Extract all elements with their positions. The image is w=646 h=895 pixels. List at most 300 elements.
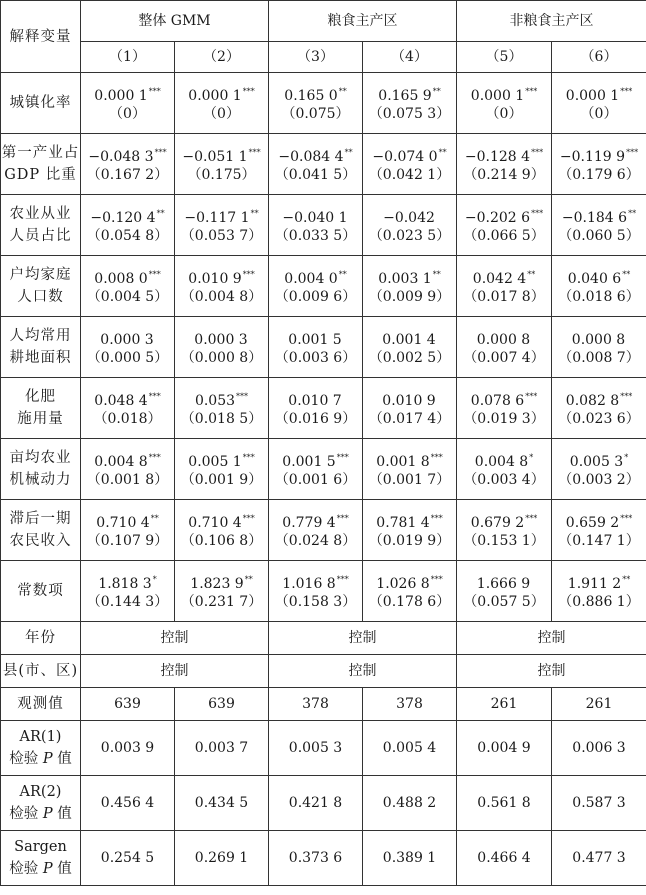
std-error-value: （0.041 5） — [274, 167, 357, 183]
row-label-line: 城镇化率 — [9, 95, 72, 111]
test-pvalue-label — [1, 803, 80, 825]
coef-line — [363, 141, 456, 164]
row-label-line: 常数项 — [17, 583, 64, 599]
coef-line — [552, 202, 646, 225]
std-error-value: （0.004 5） — [86, 289, 169, 305]
significance-stars: ** — [150, 514, 159, 523]
coef-value: 0.005 1 — [188, 454, 242, 470]
coef-line — [81, 141, 174, 164]
row-label-line: 农民收入 — [9, 533, 72, 549]
coef-value: 1.666 9 — [476, 576, 531, 592]
coef-line — [175, 385, 268, 408]
estimate-cell — [81, 561, 175, 622]
significance-stars: *** — [148, 453, 161, 462]
coef-line — [552, 385, 646, 408]
coef-row — [1, 500, 646, 561]
coef-value: 0.000 1 — [565, 88, 620, 104]
coef-value: 0.003 1 — [378, 271, 432, 287]
std-error-value: （0.017 4） — [368, 411, 451, 427]
std-error-value: （0.066 5） — [463, 228, 545, 244]
estimate-cell — [552, 561, 646, 622]
coef-value: −0.042 — [383, 210, 435, 226]
significance-stars: *** — [336, 453, 349, 462]
coef-value: −0.120 4 — [90, 210, 156, 226]
significance-stars: ** — [344, 148, 353, 157]
estimate-cell — [81, 439, 175, 500]
coef-value: 0.001 5 — [288, 332, 342, 348]
std-error-value: （0.179 6） — [558, 167, 640, 183]
significance-stars: *** — [430, 575, 443, 584]
coef-value: 0.000 1 — [188, 88, 242, 104]
std-error-value: （0.003 4） — [463, 472, 545, 488]
std-error-value: （0.001 9） — [180, 472, 263, 488]
coef-value: −0.040 1 — [282, 210, 348, 226]
estimate-cell — [175, 561, 269, 622]
coef-line — [269, 568, 362, 591]
coef-row — [1, 317, 646, 378]
coef-value: 0.010 7 — [288, 393, 342, 409]
estimate-cell — [269, 195, 363, 256]
std-error-value: （0.003 6） — [274, 350, 357, 366]
significance-stars: *** — [148, 87, 161, 96]
estimate-cell — [81, 73, 175, 134]
coef-value: 0.710 4 — [96, 515, 150, 531]
test-value: 0.254 5 — [81, 831, 175, 886]
significance-stars: *** — [236, 392, 249, 401]
estimate-cell — [363, 195, 457, 256]
test-label — [1, 721, 81, 776]
row-label — [1, 439, 81, 500]
coef-value: 0.710 4 — [188, 515, 242, 531]
significance-stars: *** — [626, 148, 639, 157]
row-label — [1, 500, 81, 561]
obs-value: 378 — [269, 688, 363, 721]
coef-value: 0.001 5 — [282, 454, 336, 470]
std-error-value: （0.024 8） — [274, 533, 357, 549]
test-value: 0.003 9 — [81, 721, 175, 776]
estimate-cell — [457, 73, 552, 134]
estimate-cell — [363, 73, 457, 134]
test-pvalue-label — [1, 748, 80, 770]
std-error-value: （0.107 9） — [86, 533, 169, 549]
header-row-groups — [1, 1, 646, 42]
std-error-value: （0.002 5） — [368, 350, 451, 366]
row-label — [1, 378, 81, 439]
test-value: 0.005 3 — [269, 721, 363, 776]
estimate-cell — [363, 378, 457, 439]
significance-stars: *** — [525, 392, 538, 401]
std-error-value: （0.886 1） — [558, 594, 640, 610]
row-label-line: 滞后一期 — [9, 511, 72, 527]
test-value: 0.587 3 — [552, 776, 646, 831]
obs-value: 639 — [175, 688, 269, 721]
test-name: AR(1) — [19, 729, 62, 745]
std-error-value: （0.007 4） — [463, 350, 545, 366]
std-error-value: （0.042 1） — [368, 167, 451, 183]
test-row — [1, 831, 646, 886]
test-name: Sargen — [14, 839, 67, 855]
estimate-cell — [175, 439, 269, 500]
test-pvalue-label — [1, 858, 80, 880]
coef-line — [269, 80, 362, 103]
estimate-cell — [552, 500, 646, 561]
coef-line — [552, 80, 646, 103]
coef-line — [552, 263, 646, 286]
coef-value: 0.053 — [194, 393, 236, 409]
significance-stars: *** — [525, 87, 538, 96]
significance-stars: *** — [154, 148, 167, 157]
header-var-label: 解释变量 — [1, 1, 81, 73]
estimate-cell — [175, 134, 269, 195]
coef-line — [269, 141, 362, 164]
row-label — [1, 73, 81, 134]
significance-stars: ** — [622, 270, 631, 279]
test-pvalue-prefix: 检验 — [9, 751, 43, 767]
control-value: 控制 — [269, 622, 457, 655]
estimate-cell — [269, 439, 363, 500]
coef-value: −0.117 1 — [184, 210, 250, 226]
coef-row — [1, 134, 646, 195]
row-label-line: 人均常用 — [9, 328, 72, 344]
coef-value: 0.048 4 — [94, 393, 148, 409]
estimate-cell — [457, 134, 552, 195]
test-value: 0.466 4 — [457, 831, 552, 886]
estimate-cell — [363, 561, 457, 622]
std-error-value: （0.009 9） — [368, 289, 451, 305]
estimate-cell — [552, 73, 646, 134]
significance-stars: *** — [242, 87, 255, 96]
coef-value: 1.016 8 — [282, 576, 336, 592]
significance-stars: *** — [620, 87, 633, 96]
coef-value: 0.781 4 — [376, 515, 430, 531]
estimate-cell — [457, 256, 552, 317]
coef-line — [363, 80, 456, 103]
estimate-cell — [457, 317, 552, 378]
control-row — [1, 622, 646, 655]
significance-stars: ** — [432, 270, 441, 279]
coef-value: 0.082 8 — [565, 393, 620, 409]
col-header-3: （3） — [269, 42, 363, 73]
std-error-value: （0.018 5） — [180, 411, 263, 427]
estimate-cell — [552, 317, 646, 378]
row-label — [1, 561, 81, 622]
significance-stars: * — [529, 453, 534, 462]
test-pvalue-suffix: 值 — [52, 861, 72, 877]
coef-value: −0.074 0 — [372, 149, 438, 165]
row-label-line: GDP 比重 — [4, 167, 77, 183]
estimate-cell — [175, 317, 269, 378]
obs-value: 261 — [552, 688, 646, 721]
obs-value: 378 — [363, 688, 457, 721]
header-group-grain-main: 粮食主产区 — [269, 1, 457, 42]
test-value: 0.477 3 — [552, 831, 646, 886]
coef-value: −0.051 1 — [182, 149, 248, 165]
coef-value: 0.165 0 — [284, 88, 338, 104]
coef-line — [552, 507, 646, 530]
coef-line — [269, 385, 362, 408]
std-error-value: （0.008 7） — [558, 350, 640, 366]
std-error-value: （0.057 5） — [463, 594, 545, 610]
coef-value: −0.084 4 — [278, 149, 344, 165]
coef-line — [81, 324, 174, 347]
control-label: 年份 — [1, 622, 81, 655]
test-pvalue-p: P — [42, 806, 53, 822]
coef-line — [81, 446, 174, 469]
std-error-value: （0） — [109, 106, 146, 122]
test-value: 0.456 4 — [81, 776, 175, 831]
control-value: 控制 — [269, 655, 457, 688]
std-error-value: （0.231 7） — [180, 594, 263, 610]
coef-value: 0.001 8 — [376, 454, 430, 470]
significance-stars: ** — [628, 209, 637, 218]
test-value: 0.421 8 — [269, 776, 363, 831]
coef-line — [457, 568, 551, 591]
coef-line — [363, 202, 456, 225]
std-error-value: （0.153 1） — [463, 533, 545, 549]
significance-stars: ** — [438, 148, 447, 157]
test-pvalue-suffix: 值 — [52, 806, 72, 822]
significance-stars: *** — [620, 392, 633, 401]
test-value: 0.004 9 — [457, 721, 552, 776]
coef-line — [457, 385, 551, 408]
estimate-cell — [175, 500, 269, 561]
coef-line — [175, 568, 268, 591]
std-error-value: （0.060 5） — [558, 228, 640, 244]
coef-line — [457, 446, 551, 469]
row-label-line: 亩均农业 — [9, 450, 72, 466]
col-header-1: （1） — [81, 42, 175, 73]
std-error-value: （0） — [580, 106, 618, 122]
significance-stars: ** — [527, 270, 536, 279]
estimate-cell — [363, 500, 457, 561]
test-pvalue-prefix: 检验 — [9, 861, 43, 877]
row-label-line: 户均家庭 — [9, 267, 72, 283]
estimate-cell — [457, 195, 552, 256]
std-error-value: （0） — [203, 106, 240, 122]
test-value: 0.561 8 — [457, 776, 552, 831]
significance-stars: ** — [432, 87, 441, 96]
coef-line — [363, 385, 456, 408]
estimate-cell — [269, 500, 363, 561]
significance-stars: *** — [531, 209, 544, 218]
coef-line — [269, 446, 362, 469]
test-value: 0.006 3 — [552, 721, 646, 776]
coef-value: 0.165 9 — [378, 88, 432, 104]
coef-value: 0.000 3 — [194, 332, 248, 348]
std-error-value: （0.000 5） — [86, 350, 169, 366]
coef-value: −0.202 6 — [464, 210, 531, 226]
coef-value: 1.911 2 — [567, 576, 622, 592]
std-error-value: （0.016 9） — [274, 411, 357, 427]
coef-value: 0.001 4 — [382, 332, 436, 348]
estimate-cell — [175, 256, 269, 317]
row-label — [1, 134, 81, 195]
estimate-cell — [363, 317, 457, 378]
coef-line — [81, 507, 174, 530]
coef-value: 0.000 8 — [476, 332, 531, 348]
estimate-cell — [269, 73, 363, 134]
coef-value: 0.679 2 — [470, 515, 525, 531]
coef-value: −0.048 3 — [88, 149, 154, 165]
control-value: 控制 — [457, 622, 646, 655]
std-error-value: （0.178 6） — [368, 594, 451, 610]
std-error-value: （0.001 7） — [368, 472, 451, 488]
significance-stars: *** — [620, 514, 633, 523]
test-pvalue-suffix: 值 — [52, 751, 72, 767]
std-error-value: （0.023 6） — [558, 411, 640, 427]
row-label-line: 化肥 — [25, 389, 56, 405]
significance-stars: *** — [242, 270, 255, 279]
coef-line — [457, 507, 551, 530]
significance-stars: ** — [338, 87, 347, 96]
coef-value: 0.659 2 — [565, 515, 620, 531]
std-error-value: （0.175） — [187, 167, 256, 183]
significance-stars: *** — [248, 148, 261, 157]
estimate-cell — [269, 561, 363, 622]
significance-stars: *** — [336, 575, 349, 584]
estimate-cell — [552, 134, 646, 195]
coef-line — [457, 141, 551, 164]
col-header-5: （5） — [457, 42, 552, 73]
coef-value: 0.004 8 — [474, 454, 529, 470]
coef-line — [175, 141, 268, 164]
std-error-value: （0.144 3） — [86, 594, 169, 610]
estimate-cell — [457, 561, 552, 622]
coef-value: 0.000 1 — [470, 88, 525, 104]
row-label-line: 农业从业 — [9, 206, 72, 222]
estimate-cell — [269, 317, 363, 378]
row-label-line: 耕地面积 — [9, 350, 72, 366]
significance-stars: *** — [336, 514, 349, 523]
significance-stars: ** — [156, 209, 165, 218]
significance-stars: ** — [250, 209, 259, 218]
coef-line — [81, 202, 174, 225]
std-error-value: （0.018 6） — [558, 289, 640, 305]
coef-value: −0.119 9 — [559, 149, 626, 165]
test-name: AR(2) — [19, 784, 62, 800]
row-label — [1, 317, 81, 378]
coef-value: 1.823 9 — [190, 576, 244, 592]
coef-line — [81, 385, 174, 408]
significance-stars: * — [152, 575, 157, 584]
estimate-cell — [81, 195, 175, 256]
coef-value: 0.004 8 — [94, 454, 148, 470]
estimate-cell — [363, 439, 457, 500]
coef-value: 0.040 6 — [567, 271, 622, 287]
estimate-cell — [552, 195, 646, 256]
estimate-cell — [81, 378, 175, 439]
coef-value: 0.000 1 — [94, 88, 148, 104]
coef-value: −0.128 4 — [464, 149, 531, 165]
test-value: 0.003 7 — [175, 721, 269, 776]
coef-line — [363, 446, 456, 469]
coef-value: 0.010 9 — [382, 393, 436, 409]
coef-line — [552, 568, 646, 591]
estimate-cell — [81, 256, 175, 317]
estimate-cell — [81, 317, 175, 378]
significance-stars: *** — [148, 392, 161, 401]
coef-line — [457, 80, 551, 103]
header-group-overall: 整体 GMM — [81, 1, 269, 42]
estimate-cell — [457, 439, 552, 500]
estimate-cell — [363, 256, 457, 317]
control-value: 控制 — [81, 622, 269, 655]
std-error-value: （0.000 8） — [180, 350, 263, 366]
test-label — [1, 831, 81, 886]
std-error-value: （0.001 6） — [274, 472, 357, 488]
coef-value: 1.026 8 — [376, 576, 430, 592]
coef-line — [363, 263, 456, 286]
test-value: 0.269 1 — [175, 831, 269, 886]
row-label-line: 第一产业占 — [1, 145, 80, 161]
std-error-value: （0.033 5） — [274, 228, 357, 244]
header-row-cols — [1, 42, 646, 73]
coef-line — [269, 202, 362, 225]
estimate-cell — [175, 195, 269, 256]
coef-line — [457, 263, 551, 286]
control-value: 控制 — [457, 655, 646, 688]
significance-stars: * — [624, 453, 629, 462]
col-header-6: （6） — [552, 42, 646, 73]
row-label — [1, 256, 81, 317]
coef-line — [81, 80, 174, 103]
estimate-cell — [457, 378, 552, 439]
std-error-value: （0.019 9） — [368, 533, 451, 549]
coef-value: 0.779 4 — [282, 515, 336, 531]
coef-row — [1, 378, 646, 439]
test-value: 0.488 2 — [363, 776, 457, 831]
std-error-value: （0.106 8） — [180, 533, 263, 549]
coef-row — [1, 73, 646, 134]
significance-stars: *** — [148, 270, 161, 279]
estimate-cell — [552, 256, 646, 317]
test-pvalue-p: P — [42, 751, 53, 767]
std-error-value: （0.017 8） — [463, 289, 545, 305]
test-value: 0.434 5 — [175, 776, 269, 831]
coef-value: 0.078 6 — [470, 393, 525, 409]
control-label: 县(市、区) — [1, 655, 81, 688]
estimate-cell — [269, 256, 363, 317]
coef-value: 0.042 4 — [472, 271, 527, 287]
std-error-value: （0.018） — [93, 411, 162, 427]
test-value: 0.373 6 — [269, 831, 363, 886]
significance-stars: *** — [430, 514, 443, 523]
coef-line — [552, 141, 646, 164]
coef-value: 0.005 3 — [569, 454, 624, 470]
test-value: 0.389 1 — [363, 831, 457, 886]
std-error-value: （0.075） — [281, 106, 350, 122]
std-error-value: （0.054 8） — [86, 228, 169, 244]
coef-line — [81, 263, 174, 286]
estimate-cell — [269, 134, 363, 195]
row-label — [1, 195, 81, 256]
coef-line — [175, 446, 268, 469]
col-header-4: （4） — [363, 42, 457, 73]
coef-line — [552, 446, 646, 469]
std-error-value: （0.023 5） — [368, 228, 451, 244]
estimate-cell — [81, 134, 175, 195]
coef-value: 0.010 9 — [188, 271, 242, 287]
coef-row — [1, 256, 646, 317]
coef-line — [175, 263, 268, 286]
estimate-cell — [457, 500, 552, 561]
std-error-value: （0.053 7） — [180, 228, 263, 244]
coef-line — [81, 568, 174, 591]
row-label-line: 人员占比 — [9, 228, 72, 244]
significance-stars: ** — [244, 575, 253, 584]
obs-label: 观测值 — [1, 688, 81, 721]
obs-value: 261 — [457, 688, 552, 721]
